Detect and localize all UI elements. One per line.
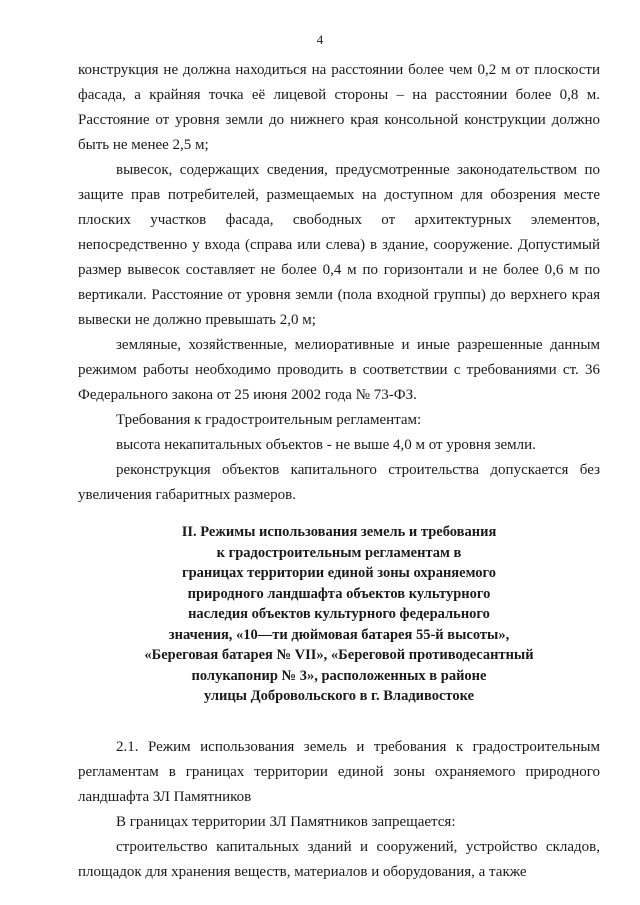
paragraph: земляные, хозяйственные, мелиоративные и иные разрешенные данным режимом работы необходимо проводить в соответствии с требованиями ст. 36 Федерального закона от 25 июня 2002 года № 73-ФЗ. xyxy=(78,337,600,403)
paragraph: строительство капитальных зданий и сооружений, устройство складов, площадок для хранения веществ, материалов и оборудования, а также xyxy=(78,838,600,880)
heading-line: природного ландшафта объектов культурного xyxy=(187,585,491,602)
paragraph: 2.1. Режим использования земель и требования к градостроительным регламентам в границах территории единой зоны охраняемого природного ландшафта ЗЛ Памятников xyxy=(78,738,600,805)
document-body xyxy=(78,58,600,885)
heading-line: полукапонир № 3», расположенных в районе xyxy=(191,667,487,684)
heading-line: границах территории единой зоны охраняемого xyxy=(181,565,496,581)
section-heading xyxy=(78,522,600,707)
heading-line: II. Режимы использования земель и требования xyxy=(181,524,497,540)
heading-line: «Береговая батарея № VII», «Береговой противодесантный xyxy=(144,647,534,663)
spacer xyxy=(78,707,600,735)
heading-line: улицы Добровольского в г. Владивостоке xyxy=(203,688,475,704)
page-number: 4 xyxy=(316,32,324,47)
heading-line: значения, «10—ти дюймовая батарея 55-й высоты», xyxy=(168,626,510,643)
paragraph: конструкция не должна находиться на расстоянии более чем 0,2 м от плоскости фасада, а крайняя точка её лицевой стороны – на расстоянии более 0,8 м. Расстояние от уровня земли до нижнего края консольной конструкции должно быть не менее 2,5 м; xyxy=(78,62,600,153)
paragraph: реконструкция объектов капитального строительства допускается без увеличения габаритных размеров. xyxy=(78,462,600,503)
paragraph: В границах территории ЗЛ Памятников запрещается: xyxy=(116,813,456,830)
paragraph: Требования к градостроительным регламентам: xyxy=(116,412,422,428)
paragraph: высота некапитальных объектов - не выше 4,0 м от уровня земли. xyxy=(116,437,536,453)
heading-line: к градостроительным регламентам в xyxy=(216,544,462,561)
heading-line: наследия объектов культурного федерального xyxy=(188,606,490,622)
paragraph: вывесок, содержащих сведения, предусмотренные законодательством по защите прав потребителей, размещаемых на доступном для обозрения месте плоских участков фасада, свободных от архитектурных элементов, непосредственно у входа (справа или слева) в здание, сооружение. Допустимый размер вывесок составляет не более 0,4 м по горизонтали и не более 0,6 м по вертикали. Расстояние от уровня земли (пола входной группы) до верхнего края вывески не должно превышать 2,0 м; xyxy=(78,162,600,328)
